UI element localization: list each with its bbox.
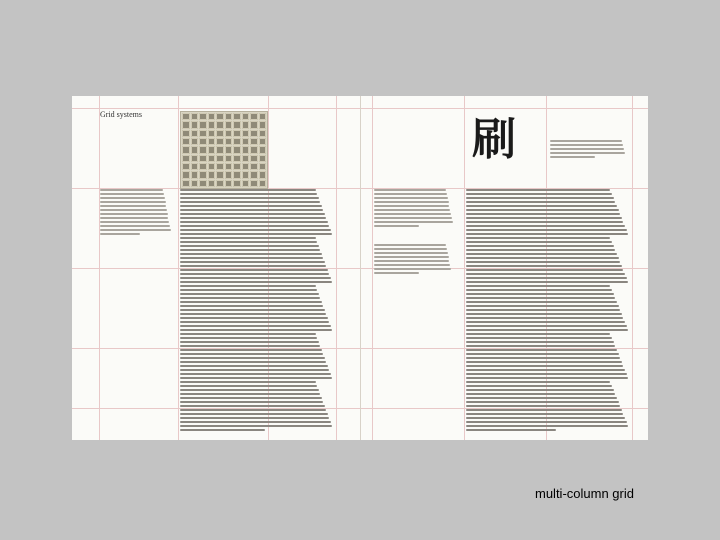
text-line — [180, 209, 323, 211]
type-cell — [242, 113, 250, 120]
type-cell — [259, 138, 267, 145]
type-cell — [199, 180, 207, 187]
text-line — [374, 264, 450, 266]
type-cell — [250, 155, 258, 162]
text-line — [466, 301, 617, 303]
type-cell — [182, 113, 190, 120]
type-cell — [242, 146, 250, 153]
text-line — [466, 269, 623, 271]
text-line — [466, 293, 614, 295]
text-line — [466, 385, 612, 387]
type-cell — [191, 171, 199, 178]
text-line — [180, 269, 328, 271]
text-line — [180, 405, 325, 407]
text-line — [180, 373, 331, 375]
text-line — [180, 221, 328, 223]
text-line — [466, 381, 610, 383]
text-line — [180, 261, 325, 263]
type-cell — [208, 138, 216, 145]
type-cell — [250, 121, 258, 128]
text-line — [466, 361, 622, 363]
type-cell — [199, 171, 207, 178]
text-line — [180, 217, 326, 219]
text-line — [100, 209, 167, 211]
type-cell — [216, 113, 224, 120]
text-line — [466, 209, 619, 211]
text-line — [466, 425, 628, 427]
type-cell — [233, 146, 241, 153]
type-cell — [191, 130, 199, 137]
slide-caption: multi-column grid — [535, 486, 634, 501]
right-main-text — [466, 189, 630, 433]
type-cell — [250, 113, 258, 120]
text-line — [180, 193, 317, 195]
type-cell — [242, 171, 250, 178]
text-line — [100, 193, 164, 195]
text-line — [466, 309, 620, 311]
type-cell — [250, 130, 258, 137]
type-cell — [242, 180, 250, 187]
text-line — [100, 221, 169, 223]
text-line — [180, 385, 317, 387]
text-line — [374, 201, 449, 203]
text-line — [100, 225, 170, 227]
text-line — [374, 244, 446, 246]
type-cell — [182, 163, 190, 170]
type-cell — [216, 163, 224, 170]
text-line — [466, 205, 617, 207]
type-cell — [259, 146, 267, 153]
text-line — [466, 229, 627, 231]
text-line — [180, 429, 265, 431]
text-line — [374, 252, 448, 254]
type-cell — [225, 146, 233, 153]
type-cell — [259, 180, 267, 187]
text-line — [180, 389, 319, 391]
text-line — [550, 140, 622, 142]
text-line — [100, 213, 168, 215]
text-line — [180, 345, 320, 347]
type-cell — [208, 180, 216, 187]
text-line — [100, 233, 140, 235]
type-cell — [191, 180, 199, 187]
type-cell — [191, 146, 199, 153]
type-cell — [242, 130, 250, 137]
text-line — [180, 333, 316, 335]
right-sidebar-text-2 — [374, 244, 456, 276]
text-line — [374, 205, 449, 207]
text-line — [466, 225, 625, 227]
type-cell — [242, 163, 250, 170]
text-line — [180, 237, 316, 239]
type-cell — [250, 146, 258, 153]
text-line — [466, 369, 625, 371]
text-line — [180, 357, 325, 359]
text-line — [180, 309, 325, 311]
type-cell — [208, 146, 216, 153]
text-line — [180, 313, 326, 315]
text-line — [466, 313, 622, 315]
type-cell — [233, 121, 241, 128]
type-cell — [199, 146, 207, 153]
page-fold — [360, 96, 361, 440]
text-line — [374, 260, 449, 262]
type-cell — [199, 138, 207, 145]
text-line — [374, 256, 449, 258]
text-line — [180, 341, 319, 343]
type-cell — [250, 171, 258, 178]
type-cell — [199, 130, 207, 137]
text-line — [374, 197, 448, 199]
text-line — [466, 221, 623, 223]
text-line — [180, 249, 320, 251]
type-cell — [182, 155, 190, 162]
type-cell — [233, 180, 241, 187]
type-cell — [208, 155, 216, 162]
type-cell — [225, 113, 233, 120]
type-cell — [225, 171, 233, 178]
type-cell — [191, 163, 199, 170]
text-line — [180, 421, 331, 423]
text-line — [466, 357, 620, 359]
text-line — [180, 325, 331, 327]
text-line — [466, 405, 620, 407]
text-line — [100, 229, 171, 231]
type-cell — [242, 138, 250, 145]
text-line — [466, 305, 619, 307]
text-line — [180, 377, 332, 379]
text-line — [180, 229, 331, 231]
type-cell — [233, 171, 241, 178]
type-cell — [191, 138, 199, 145]
text-line — [466, 413, 623, 415]
text-line — [466, 321, 625, 323]
text-line — [466, 393, 615, 395]
text-line — [466, 325, 627, 327]
text-line — [466, 277, 627, 279]
text-line — [100, 201, 166, 203]
text-line — [466, 253, 617, 255]
text-line — [180, 425, 332, 427]
type-cell — [225, 138, 233, 145]
text-line — [180, 233, 332, 235]
type-cell — [216, 130, 224, 137]
text-line — [550, 156, 595, 158]
text-line — [100, 205, 166, 207]
type-cell — [208, 130, 216, 137]
type-cell — [216, 180, 224, 187]
text-line — [466, 389, 614, 391]
text-line — [466, 289, 612, 291]
glyph-caption-block — [550, 140, 632, 160]
text-line — [180, 413, 328, 415]
type-cell — [242, 155, 250, 162]
text-line — [466, 377, 628, 379]
text-line — [466, 285, 610, 287]
type-cell — [233, 155, 241, 162]
type-cell — [199, 163, 207, 170]
type-cell — [233, 130, 241, 137]
text-line — [466, 341, 614, 343]
type-cell — [259, 171, 267, 178]
text-line — [466, 237, 610, 239]
type-cell — [182, 180, 190, 187]
type-cell — [199, 121, 207, 128]
type-cell — [182, 171, 190, 178]
text-line — [466, 353, 619, 355]
type-cell — [182, 130, 190, 137]
type-cell — [233, 138, 241, 145]
text-line — [180, 337, 317, 339]
text-line — [180, 285, 316, 287]
text-line — [180, 361, 326, 363]
text-line — [466, 213, 620, 215]
type-cell — [259, 121, 267, 128]
type-cell — [259, 163, 267, 170]
text-line — [180, 417, 329, 419]
text-line — [466, 429, 556, 431]
text-line — [180, 381, 316, 383]
type-cell — [208, 121, 216, 128]
text-line — [374, 189, 446, 191]
type-cell — [182, 138, 190, 145]
text-line — [466, 417, 625, 419]
text-line — [466, 249, 615, 251]
text-line — [180, 189, 316, 191]
text-line — [180, 349, 322, 351]
type-cell — [191, 155, 199, 162]
text-line — [466, 197, 614, 199]
type-cell — [216, 171, 224, 178]
text-line — [466, 337, 612, 339]
text-line — [180, 277, 331, 279]
type-cell — [242, 121, 250, 128]
text-line — [374, 209, 450, 211]
text-line — [100, 189, 163, 191]
text-line — [180, 197, 319, 199]
type-cell — [233, 113, 241, 120]
text-line — [180, 213, 325, 215]
text-line — [466, 297, 615, 299]
text-line — [180, 273, 329, 275]
type-cell — [216, 121, 224, 128]
text-line — [466, 333, 610, 335]
type-cell — [216, 138, 224, 145]
text-line — [466, 265, 622, 267]
text-line — [180, 369, 329, 371]
text-line — [466, 317, 623, 319]
type-cell — [250, 138, 258, 145]
type-cell — [208, 171, 216, 178]
type-cell — [208, 163, 216, 170]
text-line — [466, 329, 628, 331]
text-line — [374, 268, 451, 270]
type-cell — [182, 146, 190, 153]
text-line — [180, 317, 328, 319]
text-line — [180, 253, 322, 255]
text-line — [180, 225, 329, 227]
text-line — [466, 217, 622, 219]
text-line — [550, 148, 624, 150]
type-cell — [191, 121, 199, 128]
book-spread — [72, 96, 648, 440]
text-line — [100, 197, 165, 199]
text-line — [180, 205, 322, 207]
text-line — [180, 241, 317, 243]
type-cell — [216, 146, 224, 153]
text-line — [180, 305, 323, 307]
text-line — [180, 245, 319, 247]
text-line — [180, 301, 322, 303]
glyph-image: 刷 — [472, 114, 516, 165]
text-line — [466, 189, 610, 191]
text-line — [466, 349, 617, 351]
text-line — [466, 409, 622, 411]
type-cell — [225, 121, 233, 128]
type-cell — [191, 113, 199, 120]
text-line — [466, 201, 615, 203]
text-line — [374, 225, 419, 227]
type-cell — [182, 121, 190, 128]
text-line — [180, 293, 319, 295]
type-cell — [216, 155, 224, 162]
type-cell — [225, 130, 233, 137]
text-line — [374, 221, 453, 223]
text-line — [180, 201, 320, 203]
type-cell — [225, 180, 233, 187]
text-line — [374, 193, 447, 195]
left-main-text — [180, 189, 334, 433]
type-cell — [233, 163, 241, 170]
text-line — [100, 217, 168, 219]
text-line — [180, 353, 323, 355]
text-line — [466, 373, 627, 375]
text-line — [466, 365, 623, 367]
text-line — [466, 397, 617, 399]
type-cell — [250, 163, 258, 170]
text-line — [466, 241, 612, 243]
text-line — [180, 265, 326, 267]
page-heading: Grid systems — [100, 110, 142, 119]
text-line — [550, 144, 623, 146]
type-cell — [250, 180, 258, 187]
type-cell — [225, 155, 233, 162]
type-cell — [259, 113, 267, 120]
type-cell — [225, 163, 233, 170]
type-cell — [259, 130, 267, 137]
text-line — [180, 365, 328, 367]
text-line — [466, 245, 614, 247]
type-cell — [199, 155, 207, 162]
type-cell — [208, 113, 216, 120]
text-line — [466, 345, 615, 347]
text-line — [374, 248, 447, 250]
text-line — [180, 321, 329, 323]
text-line — [374, 213, 451, 215]
right-sidebar-text — [374, 189, 456, 229]
text-line — [466, 193, 612, 195]
type-cell — [199, 113, 207, 120]
type-cell — [259, 155, 267, 162]
text-line — [180, 289, 317, 291]
text-line — [180, 409, 326, 411]
left-sidebar-text — [100, 189, 172, 237]
text-line — [374, 217, 452, 219]
text-line — [466, 233, 628, 235]
text-line — [374, 272, 419, 274]
text-line — [180, 397, 322, 399]
text-line — [180, 297, 320, 299]
type-case-image — [180, 111, 268, 189]
text-line — [466, 257, 619, 259]
text-line — [550, 152, 625, 154]
text-line — [466, 401, 619, 403]
text-line — [180, 393, 320, 395]
text-line — [466, 273, 625, 275]
text-line — [466, 281, 628, 283]
text-line — [180, 257, 323, 259]
text-line — [180, 329, 332, 331]
text-line — [180, 401, 323, 403]
text-line — [180, 281, 332, 283]
text-line — [466, 421, 627, 423]
text-line — [466, 261, 620, 263]
